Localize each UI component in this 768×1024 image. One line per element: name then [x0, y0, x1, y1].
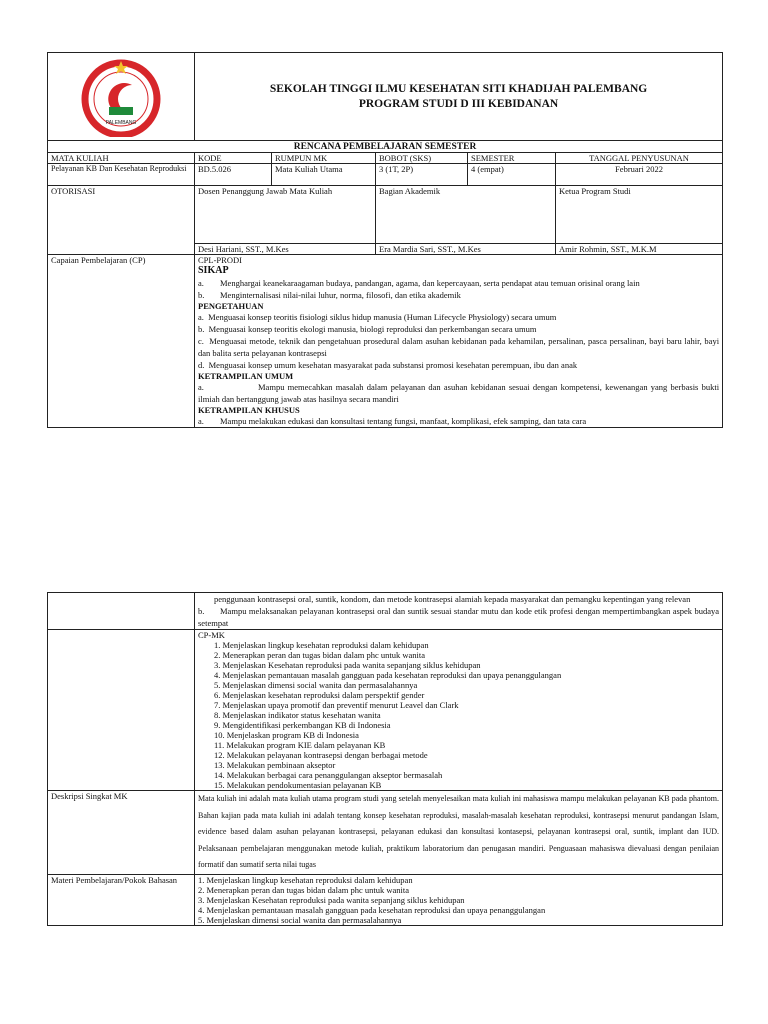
- cp-continued-label: [48, 593, 195, 630]
- doc-title: RENCANA PEMBELAJARAN SEMESTER: [48, 141, 723, 153]
- cpmk-item: 10. Menjelaskan program KB di Indonesia: [214, 730, 359, 740]
- materi-content: [195, 874, 723, 925]
- ketrampilan-khusus-item-a-cont: penggunaan kontrasepsi oral, suntik, kondom, dan metode kontrasepsi alamiah kepada masyarakat dan pemangku kepentingan yang relevan: [214, 594, 691, 604]
- cpmk-item: 4. Menjelaskan pemantauan masalah gangguan pada kesehatan reproduksi dan upaya penanggulangan: [214, 670, 562, 680]
- course-value-row: [48, 164, 723, 186]
- course-rumpun: Mata Kuliah Utama: [272, 164, 376, 186]
- cpmk-label: [48, 630, 195, 791]
- pengetahuan-item-a: a. Menguasai konsep teoritis fisiologi siklus hidup manusia (Human Lifecycle Physiology) secara umum: [198, 312, 557, 322]
- cpmk-list: [198, 640, 719, 790]
- pengetahuan-item-b: b. Menguasai konsep teoritis ekologi manusia, biologi reproduksi dan perkembangan secara umum: [198, 324, 537, 334]
- th-rumpun: RUMPUN MK: [272, 153, 376, 164]
- role-akademik: Bagian Akademik: [376, 186, 556, 244]
- name-akademik: Era Mardia Sari, SST., M.Kes: [376, 244, 556, 255]
- cpmk-item: 9. Mengidentifikasi perkembangan KB di Indonesia: [214, 720, 391, 730]
- cpmk-item: 6. Menjelaskan kesehatan reproduksi dalam perspektif gender: [214, 690, 425, 700]
- materi-item: 1. Menjelaskan lingkup kesehatan reproduksi dalam kehidupan: [198, 874, 413, 885]
- cp-continued-content: [195, 593, 723, 630]
- rps-table-page2: [47, 592, 723, 926]
- name-dosen: Desi Hariani, SST., M.Kes: [195, 244, 376, 255]
- pengetahuan-item-d: d. Menguasai konsep umum kesehatan masyarakat pada substansi promosi kesehatan perempuan, ibu dan anak: [198, 360, 578, 370]
- cp-continued-row: [48, 593, 723, 630]
- cpmk-item: 15. Melakukan pendokumentasian pelayanan KB: [214, 780, 382, 790]
- deskripsi-label: Deskripsi Singkat MK: [48, 791, 195, 875]
- ketrampilan-khusus-item-b: b. Mampu melaksanakan pelayanan kontrasepsi oral dan suntik sesuai standar mutu dan kode etik profesi dengan mempertimbangkan aspek budaya setempat: [198, 606, 719, 628]
- th-bobot: BOBOT (SKS): [376, 153, 468, 164]
- cpmk-title: CP-MK: [198, 630, 225, 640]
- cpmk-item: 11. Melakukan program KIE dalam pelayanan KB: [214, 740, 386, 750]
- cpmk-item: 2. Menerapkan peran dan tugas bidan dalam phc untuk wanita: [214, 650, 426, 660]
- cpmk-item: 8. Menjelaskan indikator status kesehatan wanita: [214, 710, 381, 720]
- cpmk-item: 3. Menjelaskan Kesehatan reproduksi pada wanita sepanjang siklus kehidupan: [214, 660, 481, 670]
- th-tanggal: TANGGAL PENYUSUNAN: [556, 153, 723, 164]
- cpmk-item: 13. Melakukan pembinaan akseptor: [214, 760, 336, 770]
- cp-label: Capaian Pembelajaran (CP): [48, 255, 195, 428]
- rps-table-page1: [47, 52, 723, 428]
- cpmk-content: [195, 630, 723, 791]
- pengetahuan-title: PENGETAHUAN: [198, 301, 264, 311]
- cpmk-row: [48, 630, 723, 791]
- otorisasi-label: OTORISASI: [48, 186, 195, 255]
- th-kode: KODE: [195, 153, 272, 164]
- page-1: [0, 0, 768, 500]
- header-title-cell: [195, 53, 723, 141]
- cpmk-item: 14. Melakukan berbagai cara penanggulangan akseptor bermasalah: [214, 770, 443, 780]
- cpmk-item: 5. Menjelaskan dimensi social wanita dan permasalahannya: [214, 680, 418, 690]
- th-semester: SEMESTER: [468, 153, 556, 164]
- role-kaprodi: Ketua Program Studi: [556, 186, 723, 244]
- materi-label: Materi Pembelajaran/Pokok Bahasan: [48, 874, 195, 925]
- ketrampilan-umum-item-a: a. Mampu memecahkan masalah dalam pelayanan dan asuhan kebidanan sesuai dengan kompetensi, kewenangan yang berbasis bukti ilmiah dan bertanggung jawab atas hasilnya secara mandiri: [198, 382, 720, 404]
- course-bobot: 3 (1T, 2P): [376, 164, 468, 186]
- sikap-item-b: b. Menginternalisasi nilai-nilai luhur, norma, filosofi, dan etika akademik: [198, 290, 461, 300]
- deskripsi-text: Mata kuliah ini adalah mata kuliah utama program studi yang setelah menyelesaikan mata kuliah ini mahasiswa mampu melakukan pelayanan KB pada phantom. Bahan kajian pada mata kuliah ini adalah tentang konsep kesehatan reproduksi, masalah-masalah kesehatan reproduksi, kontrasepsi menurut pandangan Islam, evidence based dalam asuhan pelayanan kontrasepsi, pelayanan edukasi dan konsultasi kontasepsi, pelayanan kontrasepsi oral, suntik, implant dan IUD. Pelaksanaan pembelajaran menggunakan metode kuliah, praktikum laboratorium dan penugasan mandiri. Penguasaan mahasiswa dievaluasi dengan penilaian formatif dan sumatif serta nilai tugas: [195, 791, 723, 875]
- course-code: BD.5.026: [195, 164, 272, 186]
- cp-row: [48, 255, 723, 428]
- ketrampilan-khusus-item-a-start: a. Mampu melakukan edukasi dan konsultasi tentang fungsi, manfaat, komplikasi, efek samping, dan tata cara: [198, 416, 587, 426]
- pengetahuan-item-c: c. Menguasai metode, teknik dan pengetahuan prosedural dalam asuhan kebidanan pada kehamilan, persalinan, pasca persalinan, bayi baru lahir, bayi dan balita serta pelayanan kontrasepsi: [198, 336, 720, 358]
- course-name: Pelayanan KB Dan Kesehatan Reproduksi: [48, 164, 195, 186]
- deskripsi-row: [48, 791, 723, 875]
- ketrampilan-umum-title: KETRAMPILAN UMUM: [198, 371, 294, 381]
- materi-item: 3. Menjelaskan Kesehatan reproduksi pada wanita sepanjang siklus kehidupan: [198, 894, 465, 905]
- materi-item: 2. Menerapkan peran dan tugas bidan dalam phc untuk wanita: [198, 884, 410, 895]
- institution-name: SEKOLAH TINGGI ILMU KESEHATAN SITI KHADIJAH PALEMBANG: [269, 82, 648, 95]
- logo-cell: [48, 53, 195, 141]
- course-tanggal: Februari 2022: [556, 164, 723, 186]
- cpmk-item: 1. Menjelaskan lingkup kesehatan reproduksi dalam kehidupan: [214, 640, 429, 650]
- materi-item: 4. Menjelaskan pemantauan masalah gangguan pada kesehatan reproduksi dan upaya penanggulangan: [198, 904, 546, 915]
- course-header-row: [48, 153, 723, 164]
- name-kaprodi: Amir Rohmin, SST., M.K.M: [556, 244, 723, 255]
- otorisasi-roles-row: [48, 186, 723, 244]
- cpmk-item: 12. Melakukan pelayanan kontrasepsi dengan berbagai metode: [214, 750, 428, 760]
- ketrampilan-khusus-title: KETRAMPILAN KHUSUS: [198, 405, 300, 415]
- role-dosen: Dosen Penanggung Jawab Mata Kuliah: [195, 186, 376, 244]
- cp-content: [195, 255, 723, 428]
- sikap-title: SIKAP: [198, 265, 229, 276]
- program-name: PROGRAM STUDI D III KEBIDANAN: [358, 97, 559, 110]
- materi-item: 5. Menjelaskan dimensi social wanita dan permasalahannya: [198, 914, 402, 925]
- th-mata-kuliah: MATA KULIAH: [48, 153, 195, 164]
- course-semester: 4 (empat): [468, 164, 556, 186]
- cpmk-item: 7. Menjelaskan upaya promotif dan preventif menurut Leavel dan Clark: [214, 700, 459, 710]
- page-2: [0, 590, 768, 1024]
- sikap-item-a: a. Menghargai keanekaraagaman budaya, pandangan, agama, dan kepercayaan, serta pendapat atau temuan orisinal orang lain: [198, 278, 640, 288]
- svg-text:PALEMBANG: PALEMBANG: [105, 119, 137, 126]
- materi-row: [48, 874, 723, 925]
- institution-logo: [71, 57, 171, 137]
- cpl-title: CPL-PRODI: [198, 255, 242, 265]
